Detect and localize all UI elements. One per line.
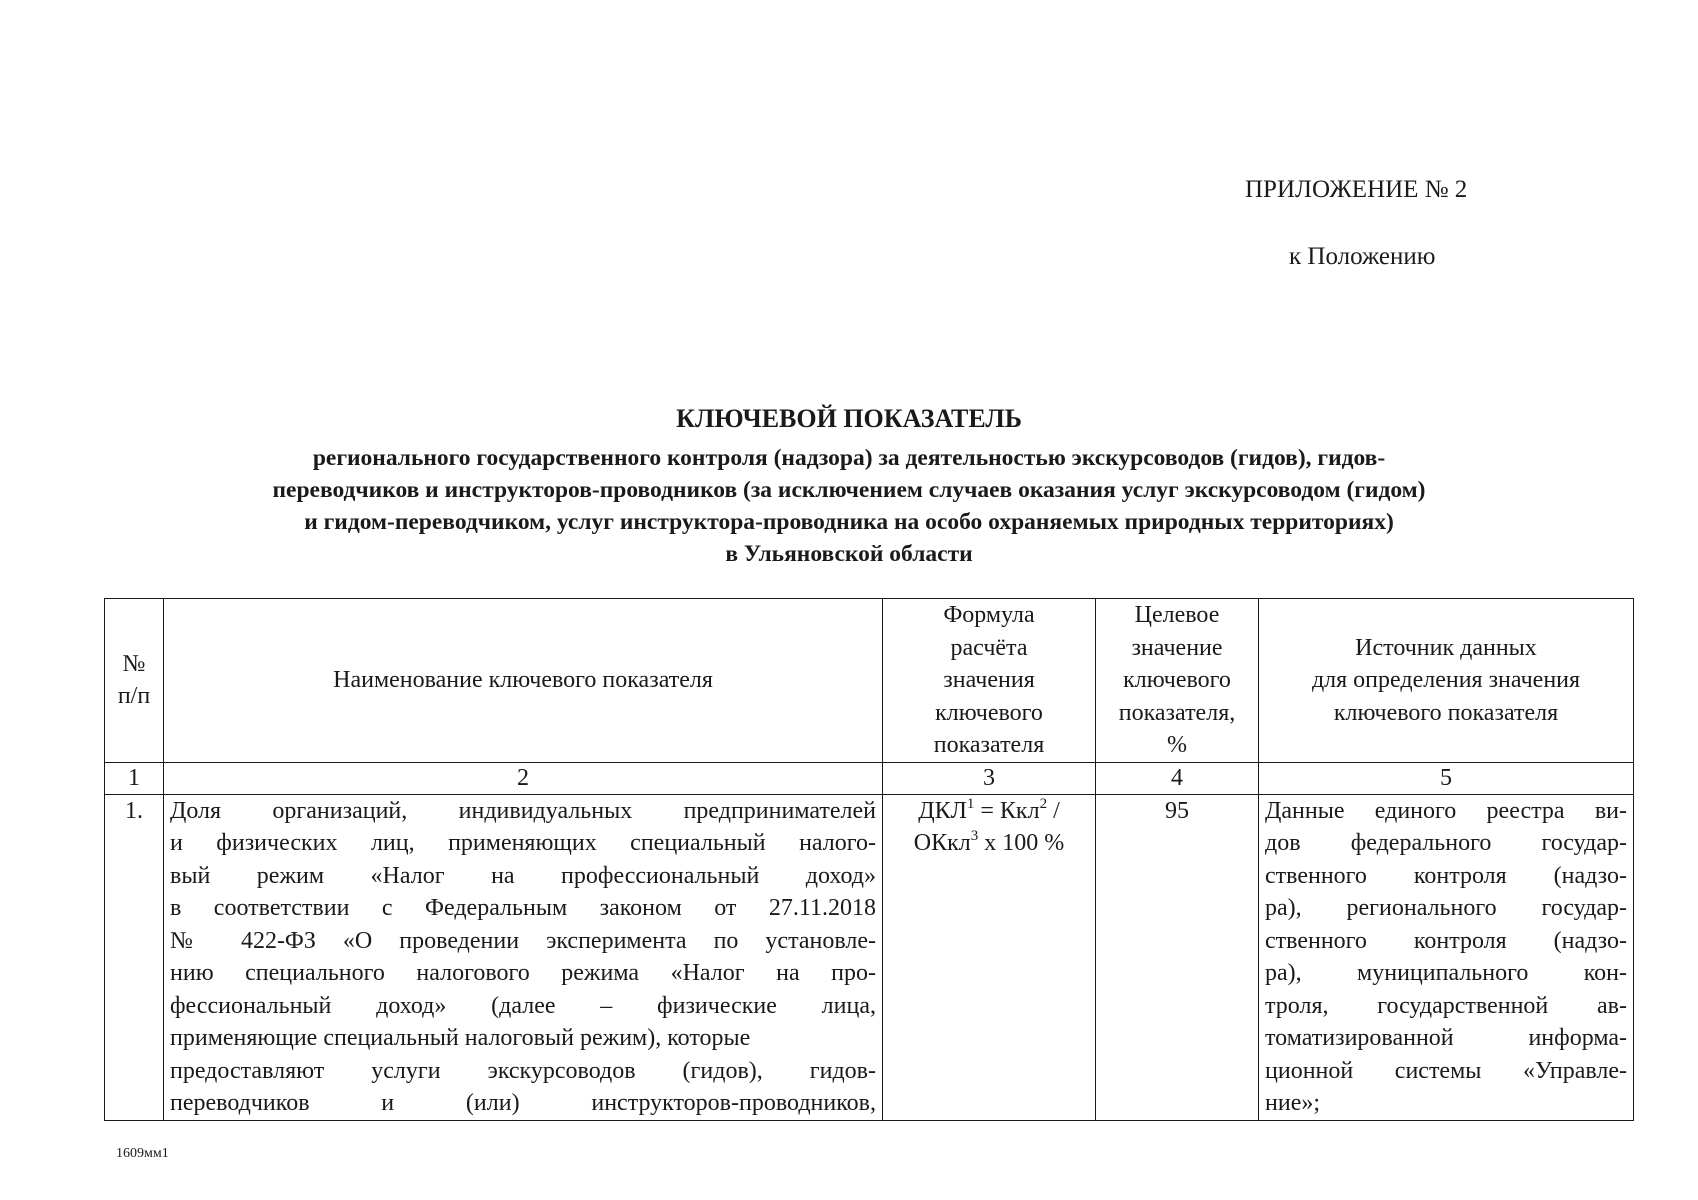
document-subtitle-line-2: переводчиков и инструкторов-проводников (за исключением случаев оказания услуг экскурсоводом (гидом)	[272, 477, 1426, 503]
header-target-value: Целевое значение ключевого показателя, %	[1096, 599, 1259, 763]
appendix-subtitle: к Положению	[1289, 243, 1436, 270]
column-number: 4	[1096, 762, 1259, 794]
table-header-row	[105, 599, 1634, 763]
column-number-row	[105, 762, 1634, 794]
indicator-target-value: 95	[1096, 794, 1259, 1120]
header-formula: Формула расчёта значения ключевого показателя	[883, 599, 1096, 763]
document-subtitle-line-1: регионального государственного контроля (надзора) за деятельностью экскурсоводов (гидов), гидов-	[312, 445, 1386, 471]
header-number: № п/п	[105, 599, 164, 763]
document-subtitle-line-4: в Ульяновской области	[725, 541, 973, 567]
row-number: 1.	[105, 794, 164, 1120]
table-row	[105, 794, 1634, 1120]
header-data-source: Источник данных для определения значения ключевого показателя	[1259, 599, 1634, 763]
document-subtitle-line-3: и гидом-переводчиком, услуг инструктора-проводника на особо охраняемых природных территориях)	[304, 509, 1394, 535]
appendix-title: ПРИЛОЖЕНИЕ № 2	[1245, 176, 1468, 203]
document-title: КЛЮЧЕВОЙ ПОКАЗАТЕЛЬ	[676, 404, 1022, 433]
indicator-name: Доля организаций, индивидуальных предпринимателей и физических лиц, применяющих специальный налого- вый режим «Налог на профессиональный доход» в соответствии с Федеральным законом от 27.11.2018 № 422-ФЗ «О проведении эксперимента по установле- нию специального налогового режима «Налог на про- фессиональный доход» (далее – физические лица, применяющие специальный налоговый режим), которые предоставляют услуги экскурсоводов (гидов), гидов- переводчиков и (или) инструкторов-проводников,	[164, 794, 883, 1120]
column-number: 3	[883, 762, 1096, 794]
header-indicator-name: Наименование ключевого показателя	[164, 599, 883, 763]
column-number: 2	[164, 762, 883, 794]
column-number: 1	[105, 762, 164, 794]
document-code: 1609мм1	[116, 1146, 169, 1161]
column-number: 5	[1259, 762, 1634, 794]
indicator-formula: $ДКЛ^1 = Ккл^2$ / ОКкл$^3$ х 100 %	[883, 794, 1096, 1120]
indicator-data-source: Данные единого реестра ви- дов федерального государ- ственного контроля (надзо- ра), регионального государ- ственного контроля (надзо- ра), муниципального кон- троля, государственной ав- томатизированной информа- ционной системы «Управле- ние»;	[1259, 794, 1634, 1120]
key-indicator-table	[104, 598, 1634, 1121]
